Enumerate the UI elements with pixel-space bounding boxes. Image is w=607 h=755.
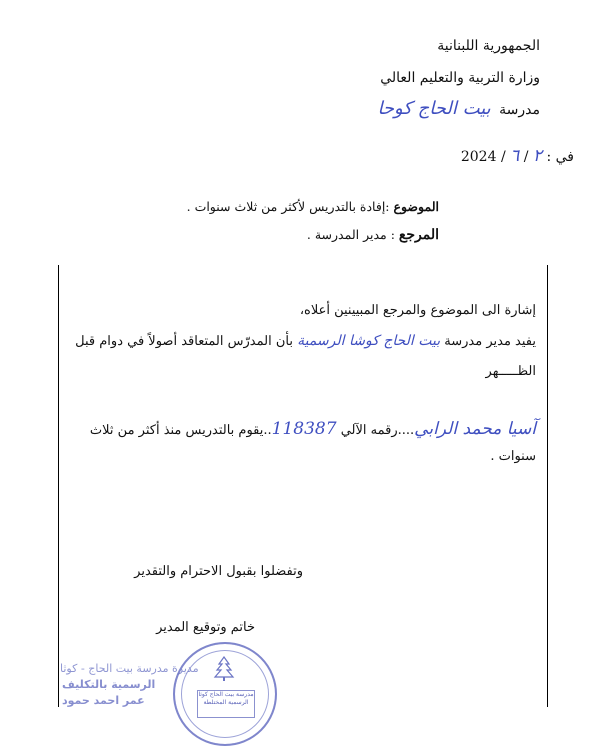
body-paragraph-1 bbox=[300, 303, 536, 318]
body-paragraph-3 bbox=[486, 364, 536, 379]
date-month: ٦ bbox=[510, 146, 520, 166]
body-p4-mid: رقمه الآلي bbox=[340, 423, 398, 438]
stamp-line-2-text: الرسمية بالتكليف bbox=[62, 678, 156, 691]
body-p4-end: ..يقوم بالتدريس منذ أكثر من ثلاث bbox=[89, 423, 272, 438]
date-sep-1: / bbox=[523, 149, 529, 165]
stamp-line-3-text: عمر احمد حمود bbox=[62, 694, 145, 707]
letter-frame bbox=[58, 265, 548, 707]
stamp-line-1 bbox=[60, 662, 199, 675]
school-name-handwritten: بيت الحاج كوحا bbox=[377, 98, 491, 119]
school-label: مدرسة bbox=[499, 102, 540, 118]
date-year: 2024 bbox=[460, 149, 497, 165]
ministry-text: وزارة التربية والتعليم العالي bbox=[380, 70, 540, 86]
subject-line bbox=[187, 199, 439, 214]
date-prefix: في : bbox=[546, 149, 574, 165]
date-sep-2: / bbox=[500, 149, 506, 165]
closing-line bbox=[134, 564, 303, 579]
signature-text: خاتم وتوقيع المدير bbox=[156, 620, 255, 635]
stamp-line-2 bbox=[62, 678, 155, 691]
stamp-line-1-text: مديرة مدرسة بيت الحاج - كوثا bbox=[60, 662, 199, 675]
teacher-name-handwritten: آسيا محمد الرابي bbox=[414, 419, 536, 439]
body-p2-end: بأن المدرّس المتعاقد أصولاً في دوام قبل bbox=[75, 334, 293, 349]
date-line bbox=[461, 146, 574, 166]
body-p2-start: يفيد مدير مدرسة bbox=[444, 334, 536, 349]
body-p5-text: سنوات . bbox=[490, 449, 536, 464]
signature-label bbox=[156, 620, 255, 635]
reference-text: : مدير المدرسة . bbox=[306, 227, 395, 242]
ministry-heading bbox=[380, 70, 540, 86]
reference-line bbox=[307, 227, 439, 243]
body-paragraph-4 bbox=[90, 419, 536, 439]
body-paragraph-5 bbox=[490, 449, 536, 464]
reference-label: المرجع bbox=[398, 227, 439, 243]
teacher-number-handwritten: 118387 bbox=[271, 419, 337, 439]
body-p1-text: إشارة الى الموضوع والمرجع المبيينين أعلاه، bbox=[299, 303, 536, 318]
school-line bbox=[377, 98, 540, 119]
closing-text: وتفضلوا بقبول الاحترام والتقدير bbox=[134, 564, 303, 579]
republic-heading bbox=[437, 38, 540, 54]
stamp-line-3 bbox=[62, 694, 145, 707]
stamp-inner-text: مدرسة بيت الحاج كوثا الرسمية المختلطة bbox=[198, 691, 254, 706]
date-day: ٢ bbox=[532, 146, 543, 166]
body-paragraph-2 bbox=[75, 333, 536, 349]
body-p3-text: الظـــــهر bbox=[485, 364, 536, 379]
subject-text: :إفادة بالتدريس لأكثر من ثلاث سنوات . bbox=[186, 199, 390, 214]
body-p2-school-handwritten: بيت الحاج كوشا الرسمية bbox=[297, 333, 441, 349]
cedar-icon bbox=[213, 656, 235, 682]
subject-label: الموضوع bbox=[393, 199, 439, 214]
republic-text: الجمهورية اللبنانية bbox=[437, 38, 540, 54]
stamp-inner-box bbox=[197, 690, 255, 718]
body-p4-dots: .... bbox=[397, 423, 415, 438]
